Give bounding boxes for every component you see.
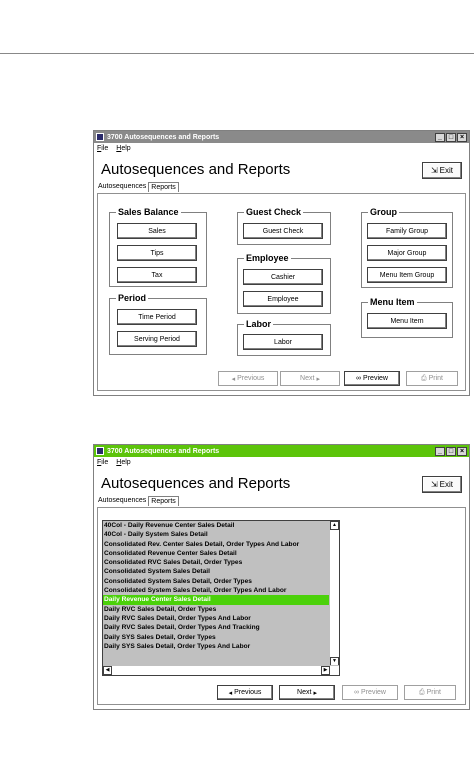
previous-label: Previous [234,689,262,696]
app-title: Autosequences and Reports [101,161,291,178]
report-list-item[interactable]: 40Col - Daily System Sales Detail [104,531,208,539]
group-menu-item [361,297,453,338]
preview-icon: ∞ [356,375,362,382]
print-icon: ⎙ [420,374,427,382]
menu-item-group-button[interactable]: Menu Item Group [367,267,447,283]
maximize-icon[interactable]: □ [446,447,456,456]
group-label: Period [118,293,147,303]
maximize-icon[interactable]: □ [446,133,456,142]
family-group-button[interactable]: Family Group [367,223,447,239]
report-list-item[interactable]: Daily SYS Sales Detail, Order Types And Labor [104,642,251,650]
report-list-item[interactable]: 40Col - Daily Revenue Center Sales Detail [104,522,235,529]
group-guest-check [237,207,331,245]
reports-panel [97,193,466,391]
next-label: Next [300,375,315,382]
page-divider [0,53,474,54]
group-employee [237,253,331,314]
group-label: Menu Item [370,297,415,307]
menu-help[interactable]: Help [116,145,131,152]
scroll-down-icon[interactable]: ▼ [330,657,339,666]
time-period-button[interactable]: Time Period [117,309,197,325]
sales-button[interactable]: Sales [117,223,197,239]
labor-button[interactable]: Labor [243,334,323,350]
report-list-items [103,521,330,666]
previous-label: Previous [237,375,265,382]
employee-button[interactable]: Employee [243,291,323,307]
autosequences-window-2 [93,444,470,710]
print-button[interactable] [404,685,456,700]
next-button[interactable] [279,685,335,700]
preview-icon: ∞ [354,689,360,696]
previous-button[interactable] [218,371,278,386]
report-list-item[interactable]: Daily RVC Sales Detail, Order Types [104,605,217,613]
menu-file[interactable]: File [97,459,109,466]
group-group [361,207,453,288]
cashier-button[interactable]: Cashier [243,269,323,285]
group-sales-balance [109,207,207,287]
tips-button[interactable]: Tips [117,245,197,261]
menu-file[interactable]: File [97,145,109,152]
exit-icon: ⇲ [430,480,438,489]
report-list-item[interactable]: Consolidated Revenue Center Sales Detail [104,549,237,557]
menu-item-button[interactable]: Menu Item [367,313,447,329]
preview-label: Preview [361,689,386,696]
print-label: Print [428,375,443,382]
tab-reports[interactable]: Reports [148,496,179,506]
group-label: Labor [246,319,272,329]
menu-help[interactable]: Help [116,459,131,466]
preview-label: Preview [363,375,388,382]
group-label: Employee [246,253,289,263]
report-list-item[interactable]: Consolidated System Sales Detail [104,568,210,576]
report-list-item[interactable]: Consolidated System Sales Detail, Order Types [104,577,252,585]
preview-button[interactable] [342,685,398,700]
next-icon: ▸ [313,689,317,697]
tab-autosequences[interactable]: Autosequences [98,183,147,190]
scroll-up-icon[interactable]: ▲ [330,521,339,530]
title-bar[interactable] [94,131,469,143]
tab-bar [96,182,179,192]
app-icon [96,447,104,455]
exit-button[interactable] [422,476,462,493]
print-label: Print [426,689,441,696]
print-button[interactable] [406,371,458,386]
minimize-icon[interactable]: _ [435,447,445,456]
report-list-item[interactable]: Consolidated System Sales Detail, Order Types And Labor [104,587,287,595]
report-list-item[interactable]: Daily Revenue Center Sales Detail [103,595,330,604]
next-button[interactable] [280,371,340,386]
guest-check-button[interactable]: Guest Check [243,223,323,239]
report-list-item[interactable]: Daily RVC Sales Detail, Order Types And Tracking [104,624,260,632]
horizontal-scrollbar[interactable] [103,665,339,675]
tax-button[interactable]: Tax [117,267,197,283]
report-list-item[interactable]: Consolidated Rev. Center Sales Detail, Order Types And Labor [104,540,300,548]
major-group-button[interactable]: Major Group [367,245,447,261]
serving-period-button[interactable]: Serving Period [117,331,197,347]
group-label: Group [370,207,397,217]
preview-button[interactable] [344,371,400,386]
app-title: Autosequences and Reports [101,475,291,492]
tab-reports[interactable]: Reports [148,182,179,192]
previous-button[interactable] [217,685,273,700]
group-labor [237,319,331,356]
tab-autosequences[interactable]: Autosequences [98,497,147,504]
group-period [109,293,207,355]
autosequences-window-1 [93,130,470,396]
print-icon: ⎙ [418,688,425,696]
close-icon[interactable]: × [457,133,467,142]
report-list-item[interactable]: Consolidated RVC Sales Detail, Order Types [104,559,243,567]
group-label: Sales Balance [118,207,179,217]
scroll-right-icon[interactable]: ▶ [321,666,330,675]
report-list[interactable] [102,520,340,676]
minimize-icon[interactable]: _ [435,133,445,142]
close-icon[interactable]: × [457,447,467,456]
tab-bar [96,496,179,506]
exit-icon: ⇲ [430,166,438,175]
window-title: 3700 Autosequences and Reports [107,133,220,141]
next-icon: ▸ [316,375,320,383]
menu-bar [94,143,469,154]
previous-icon: ◂ [228,689,233,697]
exit-label: Exit [439,480,454,489]
next-label: Next [297,689,312,696]
title-bar[interactable] [94,445,469,457]
previous-icon: ◂ [231,375,236,383]
vertical-scrollbar[interactable] [329,521,339,666]
window-title: 3700 Autosequences and Reports [107,447,220,455]
app-icon [96,133,104,141]
report-list-item[interactable]: Daily RVC Sales Detail, Order Types And Labor [104,614,251,622]
group-label: Guest Check [246,207,302,217]
report-list-item[interactable]: Daily SYS Sales Detail, Order Types [104,633,216,641]
scroll-left-icon[interactable]: ◀ [103,666,112,675]
menu-bar [94,457,469,468]
exit-label: Exit [439,166,454,175]
exit-button[interactable] [422,162,462,179]
